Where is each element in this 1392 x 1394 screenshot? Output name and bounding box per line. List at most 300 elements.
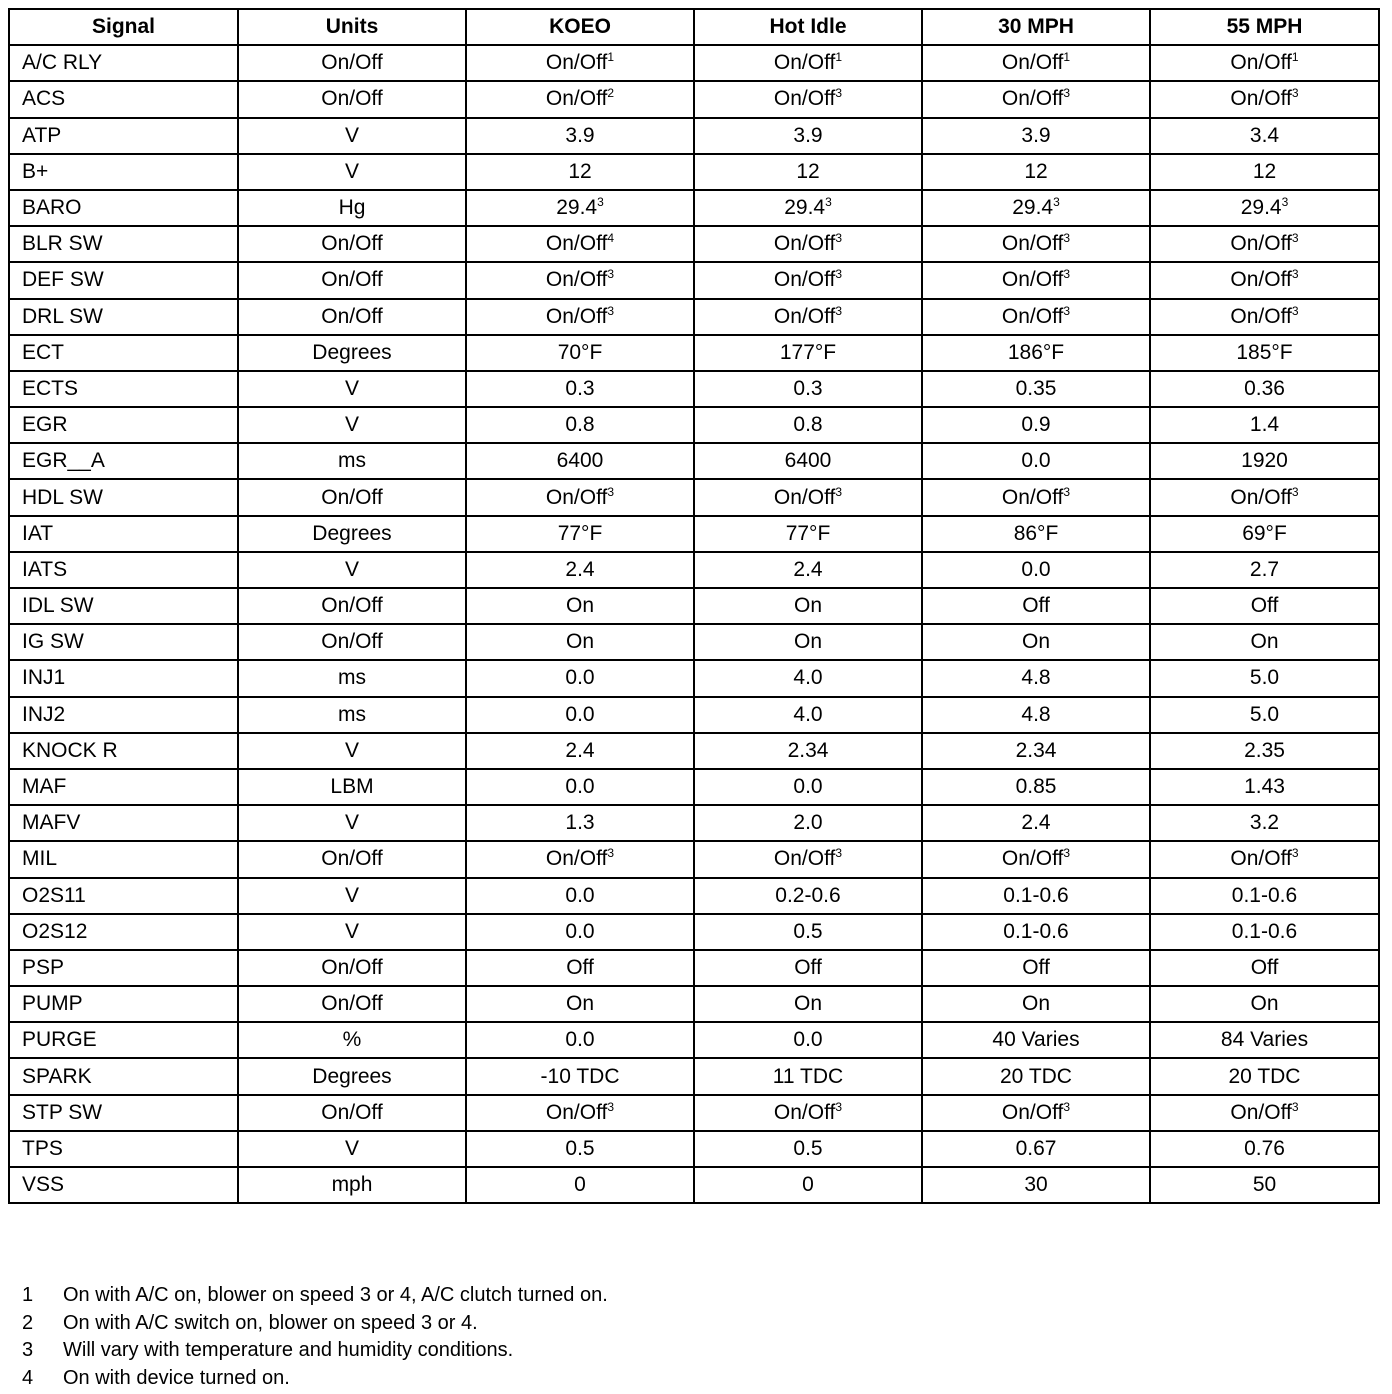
- value-text: 1920: [1241, 449, 1288, 473]
- value-text: On/Off: [773, 87, 836, 111]
- value-cell: [922, 588, 1150, 624]
- table-row: [9, 516, 1379, 552]
- value-text: 2.4: [793, 557, 823, 581]
- footnote: [22, 1365, 608, 1393]
- table-row: [9, 335, 1379, 371]
- footnote-marker: 3: [1291, 267, 1299, 282]
- value-text: On/Off: [545, 232, 608, 256]
- value-text: 5.0: [1249, 666, 1280, 690]
- value-text: 186°F: [1007, 340, 1065, 364]
- signal-name-cell: O2S12: [9, 914, 238, 950]
- signal-values-table: [8, 8, 1380, 1204]
- footnote-marker: 3: [835, 484, 843, 499]
- value-cell: [922, 878, 1150, 914]
- value-text: On/Off: [773, 485, 836, 509]
- value-cell: [922, 190, 1150, 226]
- value-text: 0.0: [793, 775, 823, 799]
- value-text: 0.1-0.6: [1231, 883, 1298, 907]
- value-cell: [922, 660, 1150, 696]
- footnote-text: On with A/C switch on, blower on speed 3 or 4.: [63, 1311, 478, 1334]
- value-text: 0.0: [565, 702, 595, 726]
- footnote-marker: 1: [835, 50, 843, 65]
- value-text: 0.0: [1021, 449, 1051, 473]
- value-cell: [922, 516, 1150, 552]
- signal-name-cell: SPARK: [9, 1058, 238, 1094]
- footnote-marker: 3: [835, 1099, 843, 1114]
- value-cell: [694, 660, 922, 696]
- value-text: 0.36: [1244, 376, 1285, 400]
- footnotes: [22, 1282, 608, 1392]
- value-cell: [1150, 479, 1379, 515]
- value-cell: [694, 1022, 922, 1058]
- table-row: [9, 552, 1379, 588]
- value-text: 1.4: [1249, 413, 1280, 437]
- value-cell: [922, 299, 1150, 335]
- value-text: 2.4: [565, 738, 595, 762]
- footnote-number: 1: [22, 1284, 34, 1306]
- signal-name-cell: MAF: [9, 769, 238, 805]
- value-text: 29.4: [1240, 196, 1282, 220]
- value-cell: [1150, 588, 1379, 624]
- table-row: [9, 299, 1379, 335]
- value-cell: [1150, 262, 1379, 298]
- value-text: 20 TDC: [1000, 1064, 1072, 1088]
- value-text: 2.7: [1249, 557, 1280, 581]
- units-cell: V: [238, 118, 466, 154]
- value-cell: [466, 45, 694, 81]
- value-text: On/Off: [545, 847, 608, 871]
- value-text: 0.1-0.6: [1231, 919, 1298, 943]
- units-cell: On/Off: [238, 841, 466, 877]
- value-cell: [1150, 371, 1379, 407]
- value-cell: [694, 479, 922, 515]
- column-header: KOEO: [466, 9, 694, 45]
- value-text: 1.3: [565, 811, 595, 835]
- signal-name-cell: PSP: [9, 950, 238, 986]
- value-cell: [694, 516, 922, 552]
- table-row: [9, 262, 1379, 298]
- value-text: 2.34: [787, 738, 829, 762]
- value-cell: [466, 769, 694, 805]
- table-row: [9, 588, 1379, 624]
- value-text: On/Off: [1230, 485, 1292, 509]
- column-header: 30 MPH: [922, 9, 1150, 45]
- value-text: 2.35: [1244, 738, 1285, 762]
- signal-name-cell: ATP: [9, 118, 238, 154]
- value-text: 29.4: [784, 196, 826, 220]
- value-text: On/Off: [1230, 268, 1292, 292]
- value-text: 6400: [784, 449, 832, 473]
- value-cell: [694, 986, 922, 1022]
- signal-name-cell: ECT: [9, 335, 238, 371]
- value-cell: [694, 914, 922, 950]
- value-text: 0.35: [1015, 376, 1057, 400]
- value-cell: [1150, 45, 1379, 81]
- value-cell: [466, 878, 694, 914]
- value-cell: [466, 1058, 694, 1094]
- signal-name-cell: ECTS: [9, 371, 238, 407]
- footnote-marker: 3: [1291, 86, 1299, 101]
- footnote: [22, 1310, 608, 1338]
- table-row: [9, 878, 1379, 914]
- value-cell: [922, 45, 1150, 81]
- value-text: 0.0: [565, 666, 595, 690]
- value-text: 0.67: [1015, 1136, 1057, 1160]
- value-cell: [466, 443, 694, 479]
- value-cell: [922, 443, 1150, 479]
- value-text: 30: [1024, 1173, 1048, 1197]
- units-cell: V: [238, 407, 466, 443]
- value-cell: [1150, 841, 1379, 877]
- value-cell: [694, 697, 922, 733]
- footnote-marker: 3: [1063, 86, 1071, 101]
- value-cell: [922, 986, 1150, 1022]
- signal-name-cell: PURGE: [9, 1022, 238, 1058]
- value-text: On/Off: [1001, 1100, 1064, 1124]
- units-cell: On/Off: [238, 262, 466, 298]
- footnote-marker: 1: [1291, 50, 1299, 65]
- table-row: [9, 81, 1379, 117]
- signal-name-cell: DRL SW: [9, 299, 238, 335]
- footnote-marker: 3: [1291, 231, 1299, 246]
- footnote-marker: 3: [1063, 303, 1071, 318]
- footnote-number: 2: [22, 1311, 34, 1334]
- table-row: [9, 1095, 1379, 1131]
- table-body: [9, 45, 1379, 1203]
- footnote-text: On with device turned on.: [63, 1366, 290, 1389]
- footnote-marker: 3: [597, 195, 604, 210]
- table-row: [9, 950, 1379, 986]
- value-text: 0.3: [793, 376, 823, 400]
- footnote-marker: 3: [607, 303, 615, 318]
- value-text: 86°F: [1013, 521, 1059, 545]
- value-text: On/Off: [773, 51, 836, 75]
- footnote: [22, 1337, 608, 1365]
- value-text: 11 TDC: [772, 1064, 844, 1088]
- value-cell: [694, 335, 922, 371]
- footnote-text: Will vary with temperature and humidity conditions.: [63, 1339, 514, 1361]
- table-row: [9, 986, 1379, 1022]
- value-text: On/Off: [1230, 87, 1292, 111]
- value-cell: [466, 262, 694, 298]
- units-cell: On/Off: [238, 986, 466, 1022]
- column-header: Units: [238, 9, 466, 45]
- units-cell: On/Off: [238, 624, 466, 660]
- units-cell: ms: [238, 443, 466, 479]
- table-row: [9, 841, 1379, 877]
- value-cell: [922, 226, 1150, 262]
- value-cell: [1150, 1022, 1379, 1058]
- value-cell: [922, 552, 1150, 588]
- value-cell: [694, 878, 922, 914]
- value-cell: [694, 1058, 922, 1094]
- value-cell: [922, 624, 1150, 660]
- value-text: 3.9: [793, 123, 823, 147]
- signal-name-cell: ACS: [9, 81, 238, 117]
- units-cell: On/Off: [238, 479, 466, 515]
- value-text: On/Off: [1230, 1100, 1292, 1124]
- value-text: 0.0: [1021, 557, 1051, 581]
- value-cell: [922, 733, 1150, 769]
- value-text: On/Off: [1001, 847, 1064, 871]
- value-text: On/Off: [773, 304, 836, 328]
- value-text: 2.34: [1015, 738, 1057, 762]
- signal-name-cell: IG SW: [9, 624, 238, 660]
- units-cell: V: [238, 805, 466, 841]
- footnote-marker: 3: [835, 267, 843, 282]
- value-cell: [466, 516, 694, 552]
- value-cell: [466, 190, 694, 226]
- signal-name-cell: MAFV: [9, 805, 238, 841]
- value-text: On/Off: [773, 1100, 836, 1124]
- footnote-marker: 3: [835, 303, 843, 318]
- value-cell: [694, 552, 922, 588]
- value-cell: [694, 154, 922, 190]
- value-cell: [466, 805, 694, 841]
- value-text: 0.8: [565, 413, 595, 437]
- value-cell: [694, 588, 922, 624]
- value-text: 0.0: [793, 1028, 823, 1052]
- table-row: [9, 45, 1379, 81]
- value-text: 0.85: [1015, 775, 1057, 799]
- signal-name-cell: EGR: [9, 407, 238, 443]
- units-cell: ms: [238, 660, 466, 696]
- value-cell: [922, 335, 1150, 371]
- value-text: 29.4: [556, 196, 598, 220]
- value-cell: [922, 118, 1150, 154]
- footnote-marker: 1: [607, 50, 615, 65]
- value-cell: [922, 841, 1150, 877]
- value-text: On: [1250, 630, 1279, 654]
- units-cell: On/Off: [238, 45, 466, 81]
- value-text: 0: [802, 1173, 814, 1197]
- value-text: On: [565, 992, 594, 1016]
- value-cell: [1150, 516, 1379, 552]
- signal-name-cell: INJ1: [9, 660, 238, 696]
- table-row: [9, 226, 1379, 262]
- table-row: [9, 805, 1379, 841]
- value-cell: [922, 914, 1150, 950]
- units-cell: On/Off: [238, 950, 466, 986]
- signal-name-cell: TPS: [9, 1131, 238, 1167]
- value-cell: [1150, 226, 1379, 262]
- signal-name-cell: DEF SW: [9, 262, 238, 298]
- footnote-marker: 3: [1053, 195, 1060, 210]
- value-text: 77°F: [557, 521, 603, 545]
- value-cell: [694, 1167, 922, 1203]
- footnote-text: On with A/C on, blower on speed 3 or 4, A/C clutch turned on.: [63, 1284, 608, 1306]
- value-cell: [1150, 950, 1379, 986]
- value-text: 0.5: [565, 1136, 595, 1160]
- value-text: On/Off: [1001, 87, 1064, 111]
- value-text: 3.2: [1249, 811, 1280, 835]
- value-cell: [694, 299, 922, 335]
- value-text: 0.0: [565, 775, 595, 799]
- value-cell: [466, 1167, 694, 1203]
- units-cell: V: [238, 1131, 466, 1167]
- value-text: 12: [1252, 159, 1277, 183]
- value-text: 2.0: [793, 811, 823, 835]
- footnote-marker: 3: [1063, 231, 1071, 246]
- value-cell: [922, 407, 1150, 443]
- units-cell: Degrees: [238, 516, 466, 552]
- signal-name-cell: B+: [9, 154, 238, 190]
- value-cell: [922, 1167, 1150, 1203]
- value-cell: [466, 624, 694, 660]
- value-cell: [1150, 154, 1379, 190]
- value-cell: [1150, 1095, 1379, 1131]
- value-cell: [694, 371, 922, 407]
- value-cell: [1150, 552, 1379, 588]
- value-cell: [466, 1022, 694, 1058]
- units-cell: V: [238, 154, 466, 190]
- footnote-number: 4: [22, 1366, 34, 1389]
- value-text: On/Off: [1230, 232, 1292, 256]
- signal-name-cell: EGR__A: [9, 443, 238, 479]
- value-cell: [466, 226, 694, 262]
- value-text: 3.9: [1021, 123, 1051, 147]
- value-cell: [694, 190, 922, 226]
- signal-name-cell: BLR SW: [9, 226, 238, 262]
- signal-name-cell: MIL: [9, 841, 238, 877]
- value-text: 0.0: [565, 919, 595, 943]
- value-text: 50: [1252, 1173, 1277, 1197]
- value-cell: [466, 914, 694, 950]
- value-text: 177°F: [779, 340, 837, 364]
- value-cell: [466, 733, 694, 769]
- value-text: 2.4: [565, 557, 595, 581]
- value-text: On/Off: [1001, 232, 1064, 256]
- signal-name-cell: INJ2: [9, 697, 238, 733]
- value-cell: [694, 950, 922, 986]
- value-text: 0.0: [565, 1028, 595, 1052]
- value-text: 70°F: [557, 340, 603, 364]
- value-cell: [1150, 769, 1379, 805]
- value-cell: [922, 1058, 1150, 1094]
- value-text: 3.4: [1249, 123, 1280, 147]
- units-cell: On/Off: [238, 299, 466, 335]
- footnote-marker: 3: [1281, 195, 1289, 210]
- column-header: Hot Idle: [694, 9, 922, 45]
- value-text: 20 TDC: [1228, 1064, 1301, 1088]
- value-cell: [694, 733, 922, 769]
- units-cell: V: [238, 733, 466, 769]
- value-text: On/Off: [545, 51, 608, 75]
- signal-name-cell: KNOCK R: [9, 733, 238, 769]
- value-text: 4.8: [1021, 666, 1051, 690]
- table-row: [9, 154, 1379, 190]
- table-row: [9, 1131, 1379, 1167]
- value-cell: [466, 950, 694, 986]
- value-text: On/Off: [545, 485, 608, 509]
- table-row: [9, 733, 1379, 769]
- signal-name-cell: IATS: [9, 552, 238, 588]
- signal-name-cell: O2S11: [9, 878, 238, 914]
- signal-name-cell: STP SW: [9, 1095, 238, 1131]
- value-text: 0.1-0.6: [1003, 883, 1069, 907]
- footnote-marker: 3: [1291, 303, 1299, 318]
- value-text: On: [1021, 992, 1050, 1016]
- footnote-marker: 3: [825, 195, 832, 210]
- value-text: On/Off: [545, 304, 608, 328]
- value-cell: [694, 226, 922, 262]
- units-cell: V: [238, 552, 466, 588]
- units-cell: V: [238, 878, 466, 914]
- value-text: On: [1250, 992, 1279, 1016]
- footnote-marker: 3: [1063, 1099, 1071, 1114]
- footnote-marker: 3: [607, 484, 615, 499]
- value-text: 29.4: [1012, 196, 1054, 220]
- value-text: On/Off: [1001, 485, 1064, 509]
- value-text: On/Off: [1230, 847, 1292, 871]
- footnote-marker: 3: [1291, 846, 1299, 861]
- units-cell: ms: [238, 697, 466, 733]
- footnote-marker: 3: [1063, 846, 1071, 861]
- value-cell: [466, 118, 694, 154]
- footnote-marker: 4: [607, 231, 615, 246]
- signal-name-cell: HDL SW: [9, 479, 238, 515]
- value-text: 0.9: [1021, 413, 1051, 437]
- value-cell: [922, 81, 1150, 117]
- footnote-marker: 3: [1063, 484, 1071, 499]
- footnote-marker: 3: [1291, 1099, 1299, 1114]
- signal-name-cell: IAT: [9, 516, 238, 552]
- footnote-marker: 3: [835, 846, 843, 861]
- value-text: 77°F: [785, 521, 831, 545]
- value-text: 4.8: [1021, 702, 1051, 726]
- value-text: On: [565, 594, 594, 618]
- value-cell: [466, 407, 694, 443]
- units-cell: Degrees: [238, 335, 466, 371]
- value-cell: [1150, 299, 1379, 335]
- value-text: On/Off: [1001, 51, 1064, 75]
- value-text: 185°F: [1236, 340, 1293, 364]
- value-cell: [1150, 1058, 1379, 1094]
- value-text: On: [793, 992, 822, 1016]
- units-cell: Hg: [238, 190, 466, 226]
- value-cell: [466, 479, 694, 515]
- value-cell: [466, 552, 694, 588]
- units-cell: On/Off: [238, 1095, 466, 1131]
- value-text: 4.0: [793, 666, 823, 690]
- signal-name-cell: A/C RLY: [9, 45, 238, 81]
- units-cell: On/Off: [238, 588, 466, 624]
- value-text: 0.0: [565, 883, 595, 907]
- value-text: 0.76: [1244, 1136, 1285, 1160]
- value-cell: [466, 81, 694, 117]
- units-cell: Degrees: [238, 1058, 466, 1094]
- value-cell: [1150, 697, 1379, 733]
- signal-name-cell: BARO: [9, 190, 238, 226]
- signal-name-cell: IDL SW: [9, 588, 238, 624]
- value-cell: [922, 262, 1150, 298]
- value-cell: [694, 407, 922, 443]
- footnote-marker: 3: [835, 86, 843, 101]
- value-cell: [694, 624, 922, 660]
- value-text: 0.3: [565, 376, 595, 400]
- units-cell: V: [238, 914, 466, 950]
- value-text: Off: [566, 955, 594, 979]
- value-cell: [694, 805, 922, 841]
- value-text: Off: [1022, 594, 1050, 618]
- footnote-marker: 3: [835, 231, 843, 246]
- value-text: On/Off: [773, 232, 836, 256]
- value-cell: [1150, 118, 1379, 154]
- table-row: [9, 479, 1379, 515]
- value-cell: [466, 154, 694, 190]
- signal-name-cell: VSS: [9, 1167, 238, 1203]
- value-text: 2.4: [1021, 811, 1051, 835]
